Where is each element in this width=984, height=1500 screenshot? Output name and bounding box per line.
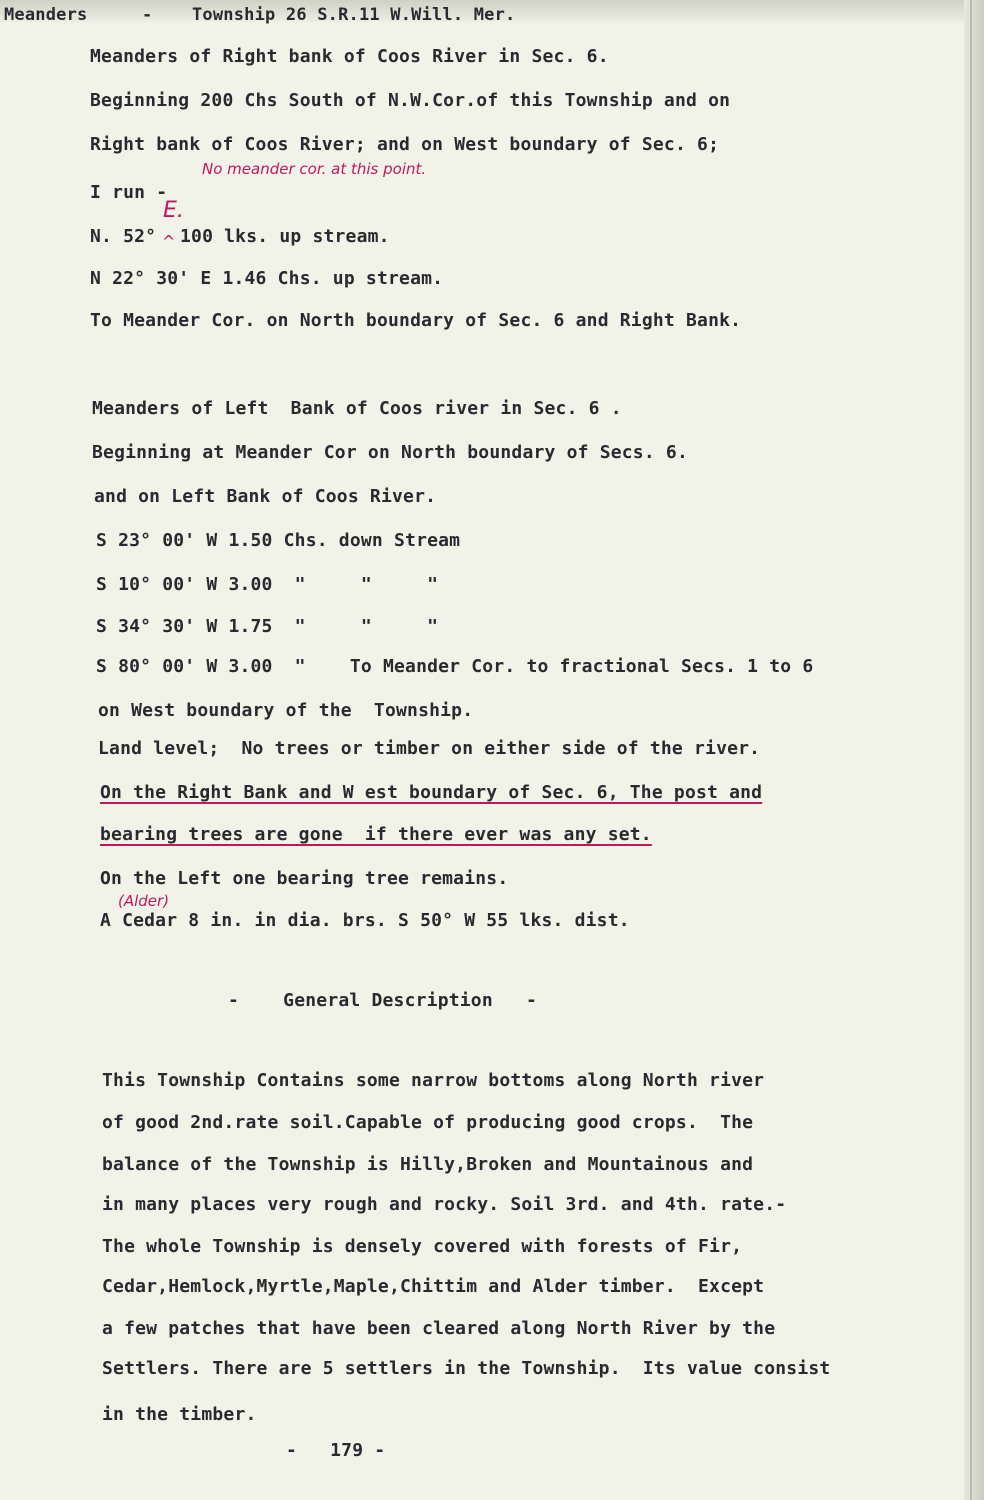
right-bank-line-2: Beginning 200 Chs South of N.W.Cor.of this Township and on [90, 90, 731, 111]
page-number: - 179 - [286, 1440, 386, 1461]
left-bank-line-4: S 23° 00' W 1.50 Chs. down Stream [96, 530, 461, 551]
left-bank-line-9: Land level; No trees or timber on either side of the river. [98, 738, 761, 759]
general-line-5: The whole Township is densely covered with forests of Fir, [102, 1236, 743, 1257]
general-line-4: in many places very rough and rocky. Soil 3rd. and 4th. rate.- [102, 1194, 787, 1215]
left-bank-line-8: on West boundary of the Township. [98, 700, 474, 721]
general-line-2: of good 2nd.rate soil.Capable of producing good crops. The [102, 1112, 754, 1133]
general-line-7: a few patches that have been cleared along North River by the [102, 1318, 776, 1339]
left-bank-line-12: On the Left one bearing tree remains. [100, 868, 509, 889]
left-bank-line-3: and on Left Bank of Coos River. [94, 486, 437, 507]
right-bank-line-6: N 22° 30' E 1.46 Chs. up stream. [90, 268, 444, 289]
annotation-alder: (Alder) [118, 892, 170, 910]
annotation-no-meander: No meander cor. at this point. [202, 160, 427, 178]
right-bank-line-7: To Meander Cor. on North boundary of Sec. 6 and Right Bank. [90, 310, 742, 331]
left-bank-line-5: S 10° 00' W 3.00 " " " [96, 574, 439, 595]
right-bank-line-1: Meanders of Right bank of Coos River in Sec. 6. [90, 46, 609, 67]
general-line-3: balance of the Township is Hilly,Broken and Mountainous and [102, 1154, 754, 1175]
page-edge [964, 0, 984, 1500]
left-bank-line-1: Meanders of Left Bank of Coos river in Sec. 6 . [92, 398, 622, 419]
left-bank-line-7: S 80° 00' W 3.00 " To Meander Cor. to fractional Secs. 1 to 6 [96, 656, 814, 677]
right-bank-line-4: I run - [90, 182, 168, 203]
right-bank-line-5a: N. 52° [90, 226, 157, 247]
general-line-6: Cedar,Hemlock,Myrtle,Maple,Chittim and Alder timber. Except [102, 1276, 765, 1297]
left-bank-line-10: On the Right Bank and W est boundary of Sec. 6, The post and [100, 782, 763, 803]
annotation-east: E. [163, 198, 184, 223]
general-heading: - General Description - [228, 990, 538, 1011]
general-line-8: Settlers. There are 5 settlers in the Township. Its value consist [102, 1358, 831, 1379]
left-bank-line-6: S 34° 30' W 1.75 " " " [96, 616, 439, 637]
page-edge-line [970, 0, 972, 1500]
left-bank-line-13: A Cedar 8 in. in dia. brs. S 50° W 55 lks. dist. [100, 910, 630, 931]
right-bank-line-3: Right bank of Coos River; and on West boundary of Sec. 6; [90, 134, 720, 155]
general-line-9: in the timber. [102, 1404, 257, 1425]
general-line-1: This Township Contains some narrow bottoms along North river [102, 1070, 765, 1091]
right-bank-line-5b: 100 lks. up stream. [180, 226, 390, 247]
left-bank-line-2: Beginning at Meander Cor on North boundary of Secs. 6. [92, 442, 688, 463]
header-title: Township 26 S.R.11 W.Will. Mer. [192, 5, 516, 25]
annotation-caret: ^ [162, 232, 176, 251]
header-dash: - [142, 5, 153, 25]
header-label: Meanders [4, 5, 88, 25]
left-bank-line-11: bearing trees are gone if there ever was any set. [100, 824, 652, 845]
